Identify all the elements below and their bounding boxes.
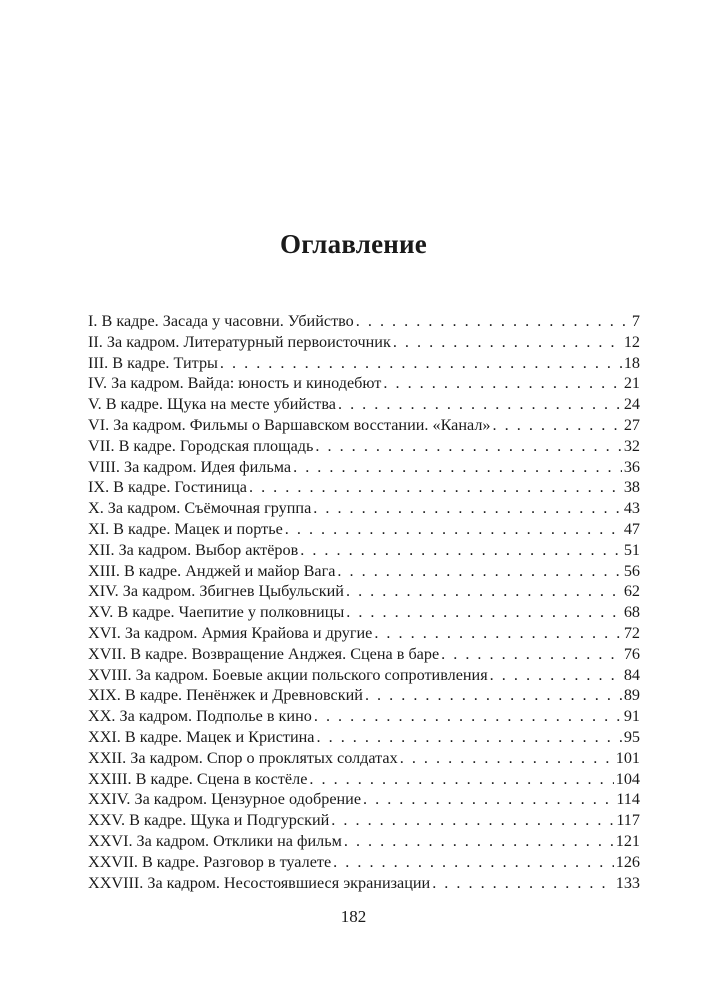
toc-entry-title: XXII. За кадром. Спор о проклятых солдатах [88,748,398,767]
toc-entry-title: XII. За кадром. Выбор актёров [88,540,299,559]
dot-leader [363,789,614,810]
dot-leader [356,311,630,332]
dot-leader [432,873,614,894]
toc-entry [88,498,640,519]
dot-leader [383,373,621,394]
dot-leader [309,769,613,790]
toc-entry-title: XIII. В кадре. Анджей и майор Вага [88,561,336,580]
toc-entry-page: 126 [615,852,640,871]
dot-leader [315,436,621,457]
toc-entry-page: 7 [631,312,640,330]
toc-entry-page: 18 [623,353,640,372]
toc-entry-page: 32 [623,436,640,455]
page-number: 182 [340,907,367,926]
toc-entry [88,457,640,478]
toc-entry-page: 68 [623,603,640,622]
dot-leader [490,665,622,686]
toc-entry-page: 133 [615,873,640,892]
toc-entry [88,665,640,686]
toc-entry-title: II. За кадром. Литературный первоисточник [88,332,391,351]
toc-entry [88,810,640,831]
toc-entry-title: VI. За кадром. Фильмы о Варшавском восстании. «Канал» [88,415,491,434]
toc-entry-title: XXVII. В кадре. Разговор в туалете [88,852,332,871]
toc-entry [88,852,640,873]
toc-entry-page: 95 [623,727,640,746]
toc-entry-title: XIX. В кадре. Пенёнжек и Древновский [88,686,363,705]
dot-leader [300,540,622,561]
toc-entry-title: XXIII. В кадре. Сцена в костёле [88,769,308,788]
toc-entry [88,769,640,790]
toc-entry-page: 51 [623,540,640,559]
toc-entry-title: XIV. За кадром. Збигнев Цыбульский [88,582,344,601]
toc-entry-title: XV. В кадре. Чаепитие у полковницы [88,603,345,622]
toc-entry-page: 47 [623,519,640,538]
toc-entry-page: 89 [623,686,640,705]
toc-entry [88,602,640,623]
page-title: Оглавление [280,229,427,259]
dot-leader [441,644,622,665]
toc-entry-title: XXVIII. За кадром. Несостоявшиеся экранизации [88,873,431,892]
toc-entry-title: XVIII. За кадром. Боевые акции польского сопротивления [88,665,488,684]
toc-entry-page: 12 [623,332,640,351]
toc-entry-page: 56 [623,561,640,580]
toc-entry [88,353,640,374]
toc-entry-page: 72 [623,623,640,642]
toc-entry-title: IV. За кадром. Вайда: юность и кинодебют [88,374,382,393]
dot-leader [493,415,622,436]
toc-entry-page: 21 [623,374,640,393]
toc-entry-page: 91 [623,707,640,726]
toc-entry [88,519,640,540]
dot-leader [365,685,622,706]
toc-entry-title: VIII. За кадром. Идея фильма [88,457,292,476]
toc-entry [88,581,640,602]
dot-leader [374,623,622,644]
toc-entry-page: 43 [623,499,640,518]
dot-leader [337,561,621,582]
toc-entry-page: 84 [623,665,640,684]
dot-leader [393,332,622,353]
toc-entry-title: XXV. В кадре. Щука и Подгурский [88,811,330,830]
toc-entry-title: XXVI. За кадром. Отклики на фильм [88,831,342,850]
toc-entry-title: I. В кадре. Засада у часовни. Убийство [88,312,354,330]
toc-entry-page: 121 [615,831,640,850]
toc-entry [88,561,640,582]
toc-entry [88,311,640,332]
toc-entry [88,394,640,415]
dot-leader [220,353,622,374]
toc-entry [88,477,640,498]
toc-entry-title: XXI. В кадре. Мацек и Кристина [88,727,315,746]
toc-entry-page: 101 [615,748,640,767]
toc-entry [88,644,640,665]
dot-leader [346,602,622,623]
toc-entry [88,789,640,810]
toc-entry-title: XVII. В кадре. Возвращение Анджея. Сцена в баре [88,644,440,663]
dot-leader [314,706,622,727]
dot-leader [333,852,614,873]
table-of-contents [88,311,640,893]
toc-entry-page: 24 [623,395,640,414]
dot-leader [317,727,622,748]
toc-entry-page: 27 [623,415,640,434]
dot-leader [313,498,622,519]
toc-entry-page: 38 [623,478,640,497]
toc-entry [88,373,640,394]
dot-leader [293,457,622,478]
toc-entry [88,415,640,436]
toc-entry [88,873,640,894]
toc-entry-title: XI. В кадре. Мацек и портье [88,519,283,538]
toc-entry [88,727,640,748]
dot-leader [400,748,614,769]
toc-entry-title: XXIV. За кадром. Цензурное одобрение [88,790,362,809]
toc-entry-title: XVI. За кадром. Армия Крайова и другие [88,623,373,642]
toc-entry [88,623,640,644]
toc-entry-title: X. За кадром. Съёмочная группа [88,499,312,518]
toc-entry-title: VII. В кадре. Городская площадь [88,436,314,455]
dot-leader [331,810,614,831]
dot-leader [285,519,622,540]
toc-entry-title: III. В кадре. Титры [88,353,218,372]
toc-entry-page: 36 [623,457,640,476]
toc-entry [88,831,640,852]
toc-entry [88,748,640,769]
toc-entry [88,540,640,561]
toc-entry-page: 104 [615,769,640,788]
toc-entry [88,332,640,353]
toc-entry-page: 62 [623,582,640,601]
toc-entry-title: XX. За кадром. Подполье в кино [88,707,312,726]
toc-entry-title: V. В кадре. Щука на месте убийства [88,395,336,414]
dot-leader [344,831,614,852]
dot-leader [346,581,622,602]
dot-leader [338,394,622,415]
toc-entry [88,685,640,706]
toc-entry-page: 117 [616,811,640,830]
toc-entry-page: 76 [623,644,640,663]
dot-leader [249,477,622,498]
toc-entry [88,436,640,457]
toc-entry-title: IX. В кадре. Гостиница [88,478,247,497]
toc-entry-page: 114 [616,790,640,809]
toc-entry [88,706,640,727]
